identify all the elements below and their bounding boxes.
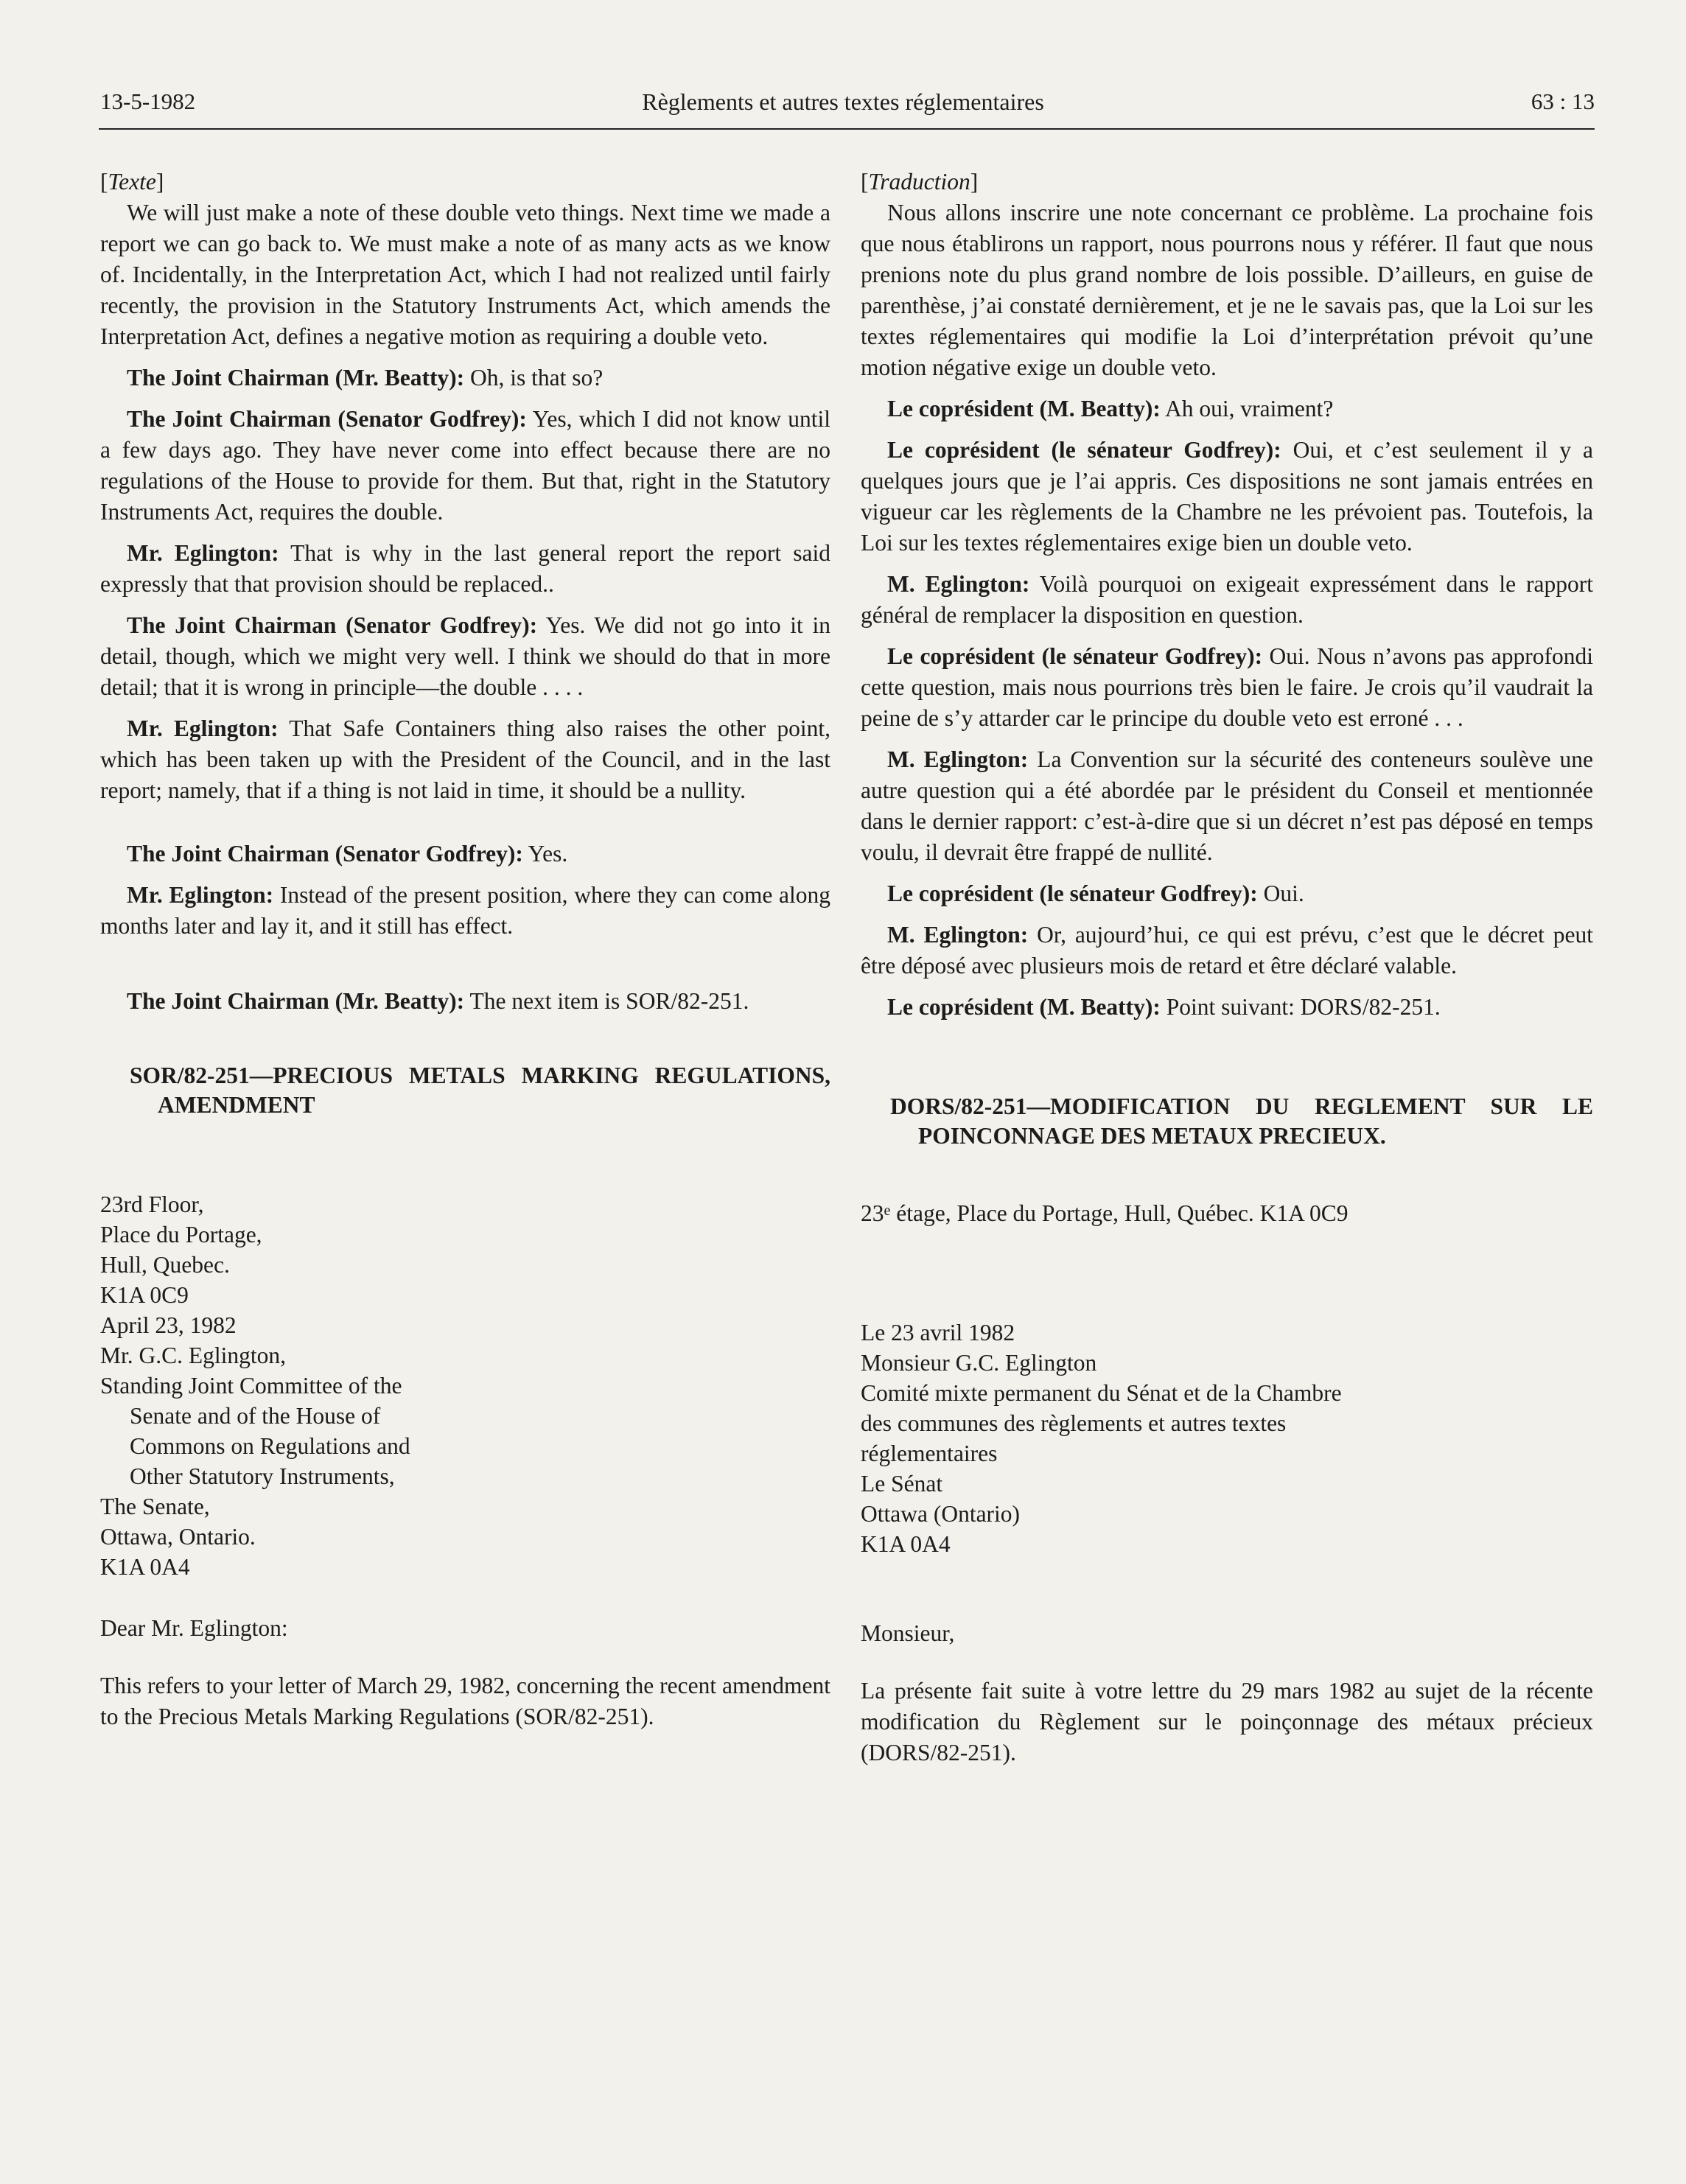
- speaker: The Joint Chairman (Mr. Beatty):: [127, 988, 465, 1014]
- speaker: Le coprésident (M. Beatty):: [887, 396, 1161, 421]
- header-date: 13-5-1982: [100, 88, 196, 114]
- speaker: The Joint Chairman (Senator Godfrey):: [127, 612, 538, 638]
- speaker: M. Eglington:: [887, 571, 1030, 597]
- speaker: Le coprésident (le sénateur Godfrey):: [887, 437, 1281, 463]
- section-heading: SOR/82-251—PRECIOUS METALS MARKING REGULATIONS, AMENDMENT: [130, 1063, 830, 1118]
- speech-paragraph: The Joint Chairman (Senator Godfrey): Yes.: [127, 841, 568, 867]
- speech-paragraph: Le coprésident (le sénateur Godfrey): Oui, et c’est seulement il y a quelques jours que je l’ai appris. Ces dispositions ne sont jamais entrées en vigueur car les règlements de la Chambre ne les prévoient pas. Toutefois, la Loi sur les textes réglementaires exige bien un double veto.: [861, 437, 1594, 556]
- speech-paragraph: Le coprésident (M. Beatty): Ah oui, vraiment?: [887, 396, 1334, 421]
- language-marker: [Texte]: [100, 169, 164, 195]
- section-heading: DORS/82-251—MODIFICATION DU REGLEMENT SUR LE POINCONNAGE DES METAUX PRECIEUX.: [890, 1093, 1593, 1149]
- sender-address: 23rd Floor, Place du Portage, Hull, Quebec. K1A 0C9 April 23, 1982 Mr. G.C. Eglington, Standing Joint Committee of the Senate and of the House of Commons on Regulations and Other Statutory Instruments, The Senate, Ottawa, Ontario. K1A 0A4: [100, 1189, 830, 1582]
- header-page-number: 63 : 13: [1531, 88, 1595, 114]
- salutation: Dear Mr. Eglington:: [100, 1615, 288, 1641]
- recipient-block: Le 23 avril 1982 Monsieur G.C. Eglington Comité mixte permanent du Sénat et de la Chambre des communes des règlements et autres textes réglementaires Le Sénat Ottawa (Ontario) K1A 0A4: [861, 1317, 1593, 1559]
- french-column: [861, 167, 1593, 1768]
- paragraph: We will just make a note of these double veto things. Next time we made a report we can go back to. We must make a note of as many acts as we know of. Incidentally, in the Interpretation Act, which I had not realized until fairly recently, the provision in the Statutory Instruments Act, which amends the Interpretation Act, defines a negative motion as requiring a double veto.: [100, 200, 830, 349]
- speech-paragraph: Mr. Eglington: That Safe Containers thing also raises the other point, which has been taken up with the President of the Council, and in the last report; namely, that if a thing is not laid in time, it should be a nullity.: [100, 715, 830, 803]
- speech-paragraph: The Joint Chairman (Mr. Beatty): Oh, is that so?: [127, 365, 604, 391]
- speech-paragraph: Le coprésident (M. Beatty): Point suivant: DORS/82-251.: [887, 994, 1441, 1020]
- speaker: Le coprésident (le sénateur Godfrey):: [887, 643, 1263, 669]
- speech-paragraph: Le coprésident (le sénateur Godfrey): Oui.: [887, 881, 1304, 906]
- speaker: Mr. Eglington:: [127, 882, 274, 908]
- speech-paragraph: The Joint Chairman (Senator Godfrey): Yes. We did not go into it in detail, though, which we might very well. I think we should do that in more detail; that it is wrong in principle—the double . . . .: [100, 612, 830, 700]
- language-marker: [Traduction]: [861, 169, 979, 195]
- letter-body: La présente fait suite à votre lettre du 29 mars 1982 au sujet de la récente modification du Règlement sur le poinçonnage des métaux précieux (DORS/82-251).: [861, 1678, 1593, 1765]
- salutation: Monsieur,: [861, 1620, 955, 1646]
- sender-address: 23e étage, Place du Portage, Hull, Québec. K1A 0C9: [861, 1200, 1349, 1226]
- speaker: M. Eglington:: [887, 746, 1029, 772]
- speech-paragraph: The Joint Chairman (Mr. Beatty): The next item is SOR/82-251.: [127, 988, 749, 1014]
- letter-date: Le 23 avril 1982: [861, 1320, 1015, 1345]
- speech-paragraph: M. Eglington: Voilà pourquoi on exigeait expressément dans le rapport général de remplacer la disposition en question.: [861, 571, 1593, 628]
- header-title: Règlements et autres textes réglementaires: [642, 88, 1044, 115]
- speaker: M. Eglington:: [887, 922, 1029, 948]
- speech-paragraph: M. Eglington: La Convention sur la sécurité des conteneurs soulève une autre question qui a été abordée par le président du Conseil et mentionnée dans le dernier rapport: c’est-à-dire que si un décret n’est pas déposé en temps voulu, il devrait être frappé de nullité.: [861, 746, 1593, 865]
- speaker: The Joint Chairman (Senator Godfrey):: [127, 841, 523, 867]
- letter-date: April 23, 1982: [100, 1312, 237, 1338]
- letter-body: This refers to your letter of March 29, 1982, concerning the recent amendment to the Precious Metals Marking Regulations (SOR/82-251).: [100, 1673, 830, 1729]
- speech-paragraph: The Joint Chairman (Senator Godfrey): Yes, which I did not know until a few days ago. They have never come into effect because there are no regulations of the House to provide for them. But that, right in the Statutory Instruments Act, requires the double.: [100, 406, 830, 525]
- speaker: Mr. Eglington:: [127, 715, 279, 741]
- paragraph: Nous allons inscrire une note concernant ce problème. La prochaine fois que nous établirons un rapport, nous pourrons nous y référer. Il faut que nous prenions note du plus grand nombre de lois possible. D’ailleurs, en guise de parenthèse, j’ai constaté dernièrement, et je ne le savais pas, que la Loi sur les textes réglementaires qui modifie la Loi d’interprétation prévoit qu’une motion négative exige un double veto.: [861, 200, 1593, 380]
- english-column: [100, 167, 830, 1732]
- speech-paragraph: Mr. Eglington: Instead of the present position, where they can come along months later and lay it, and it still has effect.: [100, 882, 830, 939]
- speech-paragraph: Le coprésident (le sénateur Godfrey): Oui. Nous n’avons pas approfondi cette question, mais nous pourrions très bien le faire. Je crois qu’il vaudrait la peine de s’y attarder car le principe du double veto est erroné . . .: [861, 643, 1593, 731]
- speaker: The Joint Chairman (Mr. Beatty):: [127, 365, 465, 391]
- header-rule: [99, 128, 1595, 130]
- speech-paragraph: Mr. Eglington: That is why in the last general report the report said expressly that that provision should be replaced..: [100, 540, 830, 597]
- speaker: Mr. Eglington:: [127, 540, 279, 566]
- speech-paragraph: M. Eglington: Or, aujourd’hui, ce qui est prévu, c’est que le décret peut être déposé avec plusieurs mois de retard et être déclaré valable.: [861, 922, 1593, 979]
- speaker: Le coprésident (M. Beatty):: [887, 994, 1161, 1020]
- speaker: Le coprésident (le sénateur Godfrey):: [887, 881, 1258, 906]
- speaker: The Joint Chairman (Senator Godfrey):: [127, 406, 527, 432]
